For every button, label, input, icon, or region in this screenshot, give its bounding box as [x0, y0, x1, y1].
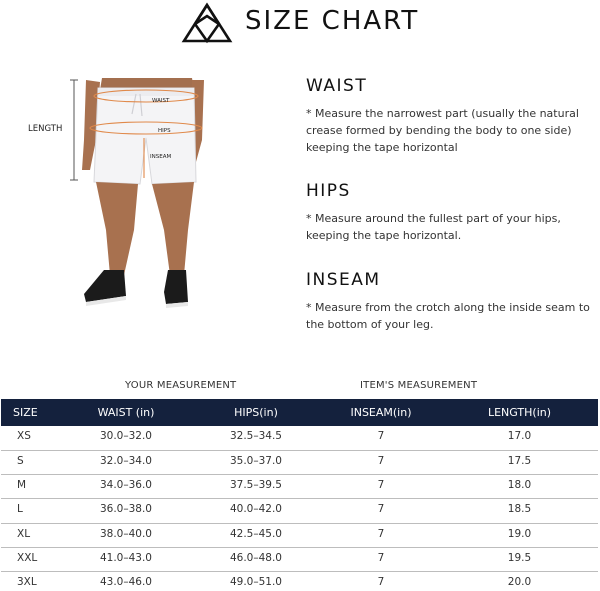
cell-length: 20.0: [507, 576, 532, 589]
table-row: [1, 450, 598, 474]
cell-waist: 30.0–32.0: [99, 430, 152, 442]
your-measurement-label: YOUR MEASUREMENT: [125, 380, 237, 391]
cell-size: XS: [17, 430, 31, 442]
header-waist: WAIST (in): [97, 406, 155, 419]
cell-hips: 40.0–42.0: [229, 503, 282, 516]
cell-hips: 37.5–39.5: [229, 479, 282, 492]
guide-inseam-text: * Measure from the crotch along the inside seam to the bottom of your leg.: [306, 301, 590, 331]
table-row: [1, 426, 598, 450]
page-title: SIZE CHART: [245, 6, 420, 36]
cell-waist: 38.0–40.0: [99, 527, 152, 540]
label-length: LENGTH: [28, 124, 63, 134]
header: [0, 0, 600, 48]
cell-length: 18.0: [507, 479, 532, 492]
cell-waist: 41.0–43.0: [99, 551, 152, 564]
triangle-logo-icon: [181, 2, 233, 44]
left-leg: [96, 182, 138, 275]
cell-length: 18.5: [507, 503, 532, 516]
model-figure: [24, 70, 224, 320]
cell-hips: 46.0–48.0: [229, 551, 282, 564]
cell-waist: 43.0–46.0: [99, 576, 152, 589]
guide-waist-title: WAIST: [306, 76, 368, 96]
header-size: SIZE: [13, 406, 38, 419]
cell-size: XL: [17, 527, 31, 540]
table-row: [1, 475, 598, 499]
guide-waist: [306, 76, 591, 156]
header-hips: HIPS(in): [234, 406, 278, 419]
cell-size: L: [17, 503, 23, 516]
cell-length: 17.5: [507, 454, 532, 467]
cell-hips: 35.0–37.0: [229, 454, 282, 467]
label-hips: HIPS: [158, 128, 171, 134]
cell-hips: 32.5–34.5: [229, 430, 282, 442]
table-row: [1, 523, 598, 547]
guide-hips-text: * Measure around the fullest part of your hips, keeping the tape horizontal.: [306, 212, 561, 242]
cell-hips: 49.0–51.0: [229, 576, 282, 589]
cell-inseam: 7: [377, 527, 385, 540]
cell-waist: 36.0–38.0: [99, 503, 152, 516]
guide-inseam-title: INSEAM: [306, 270, 381, 290]
right-leg: [152, 182, 194, 275]
guide-waist-text: * Measure the narrowest part (usually the natural crease formed by bending the body to one side) keeping the tape horizontal: [306, 107, 579, 154]
right-shoe: [164, 270, 188, 304]
item-measurement-label: ITEM'S MEASUREMENT: [360, 380, 478, 391]
size-table: [1, 399, 598, 591]
cell-length: 19.0: [507, 527, 532, 540]
cell-size: S: [17, 454, 24, 467]
cell-inseam: 7: [377, 576, 385, 589]
cell-length: 17.0: [507, 430, 532, 442]
cell-inseam: 7: [377, 454, 385, 467]
cell-hips: 42.5–45.0: [229, 527, 282, 540]
cell-inseam: 7: [377, 479, 385, 492]
length-line: [70, 80, 78, 180]
cell-length: 19.5: [507, 551, 532, 564]
cell-inseam: 7: [377, 503, 385, 516]
cell-waist: 32.0–34.0: [99, 454, 152, 467]
label-inseam: INSEAM: [150, 154, 172, 160]
cell-size: XXL: [17, 551, 38, 564]
table-row: [1, 572, 598, 591]
header-inseam: INSEAM(in): [350, 406, 412, 419]
label-waist: WAIST: [152, 98, 170, 104]
guide-hips-title: HIPS: [306, 181, 351, 201]
guide-inseam: [306, 270, 591, 333]
header-length: LENGTH(in): [487, 406, 552, 419]
guide-hips: [306, 181, 591, 244]
cell-waist: 34.0–36.0: [99, 479, 152, 492]
cell-inseam: 7: [377, 551, 385, 564]
cell-inseam: 7: [377, 430, 385, 442]
cell-size: 3XL: [17, 576, 37, 589]
table-row: [1, 547, 598, 571]
cell-size: M: [17, 479, 27, 492]
table-row: [1, 499, 598, 523]
table-header-row: [1, 399, 598, 426]
